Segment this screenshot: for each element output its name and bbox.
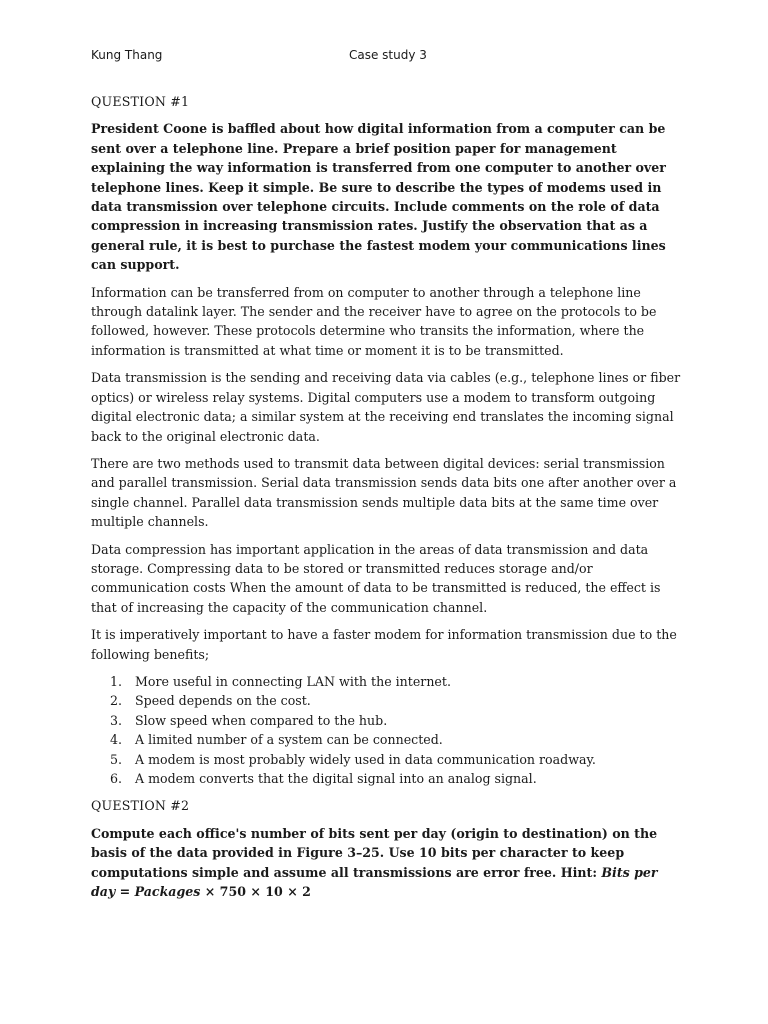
list-item (91, 691, 681, 710)
list-number: 2. (110, 693, 123, 709)
list-number: 6. (110, 771, 123, 786)
answer-paragraph: It is imperatively important to have a faster modem for information transmission due to the following benefits; (91, 627, 677, 662)
list-item (91, 750, 681, 769)
list-item (91, 711, 681, 730)
list-item-text: More useful in connecting LAN with the internet. (135, 673, 451, 689)
list-number: 3. (110, 712, 123, 728)
benefits-list (91, 672, 681, 788)
list-number: 5. (110, 751, 123, 767)
case-study-label: Case study 3 (349, 48, 427, 62)
answer-paragraph: Data compression has important application in the areas of data transmission and data storage. Compressing data to be stored or transmitted reduces storage and/or communication costs When the amount of data to be transmitted is reduced, the effect is that of increasing the capacity of the communication channel. (91, 541, 661, 615)
list-item-text: A modem converts that the digital signal into an analog signal. (135, 771, 537, 786)
question-2-heading: QUESTION #2 (91, 798, 190, 814)
list-item-text: Speed depends on the cost. (135, 693, 311, 709)
hint-formula: Bits per day = Packages (91, 864, 658, 900)
list-item-text: A modem is most probably widely used in data communication roadway. (135, 751, 596, 767)
list-item (91, 769, 681, 788)
list-item-text: A limited number of a system can be connected. (135, 732, 443, 748)
list-item-text: Slow speed when compared to the hub. (135, 712, 388, 728)
answer-paragraph: Data transmission is the sending and receiving data via cables (e.g., telephone lines or fiber optics) or wireless relay systems. Digital computers use a modem to transform outgoing digital electronic data; a similar system at the receiving end translates the incoming signal back to the original electronic data. (91, 370, 681, 444)
author-name: Kung Thang (91, 48, 163, 62)
answer-paragraph: Information can be transferred from on computer to another through a telephone line through datalink layer. The sender and the receiver have to agree on the protocols to be followed, however. These protocols determine who transits the information, where the information is transmitted at what time or moment it is to be transmitted. (91, 284, 657, 358)
list-number: 1. (110, 673, 123, 689)
list-item (91, 672, 681, 691)
hint-formula-tail: × 750 × 10 × 2 (200, 884, 311, 900)
document-body (91, 92, 681, 909)
list-item (91, 730, 681, 749)
page-header (91, 48, 708, 66)
question-2-prompt-text: Compute each office's number of bits sent per day (origin to destination) on the basis of the data provided in Figure 3–25. Use 10 bits per character to keep computations simple and assume all transmissions are error free. Hint: (91, 825, 658, 880)
list-number: 4. (110, 732, 123, 748)
question-1-heading: QUESTION #1 (91, 94, 190, 109)
question-1-prompt: President Coone is baffled about how digital information from a computer can be sent over a telephone line. Prepare a brief position paper for management explaining the way information is transferred from one computer to another over telephone lines. Keep it simple. Be sure to describe the types of modems used in data transmission over telephone circuits. Include comments on the role of data compression in increasing transmission rates. Justify the observation that as a general rule, it is best to purchase the fastest modem your communications lines can support. (91, 121, 666, 273)
answer-paragraph: There are two methods used to transmit data between digital devices: serial transmission and parallel transmission. Serial data transmission sends data bits one after another over a single channel. Parallel data transmission sends multiple data bits at the same time over multiple channels. (91, 455, 677, 530)
question-2-prompt (91, 824, 681, 902)
